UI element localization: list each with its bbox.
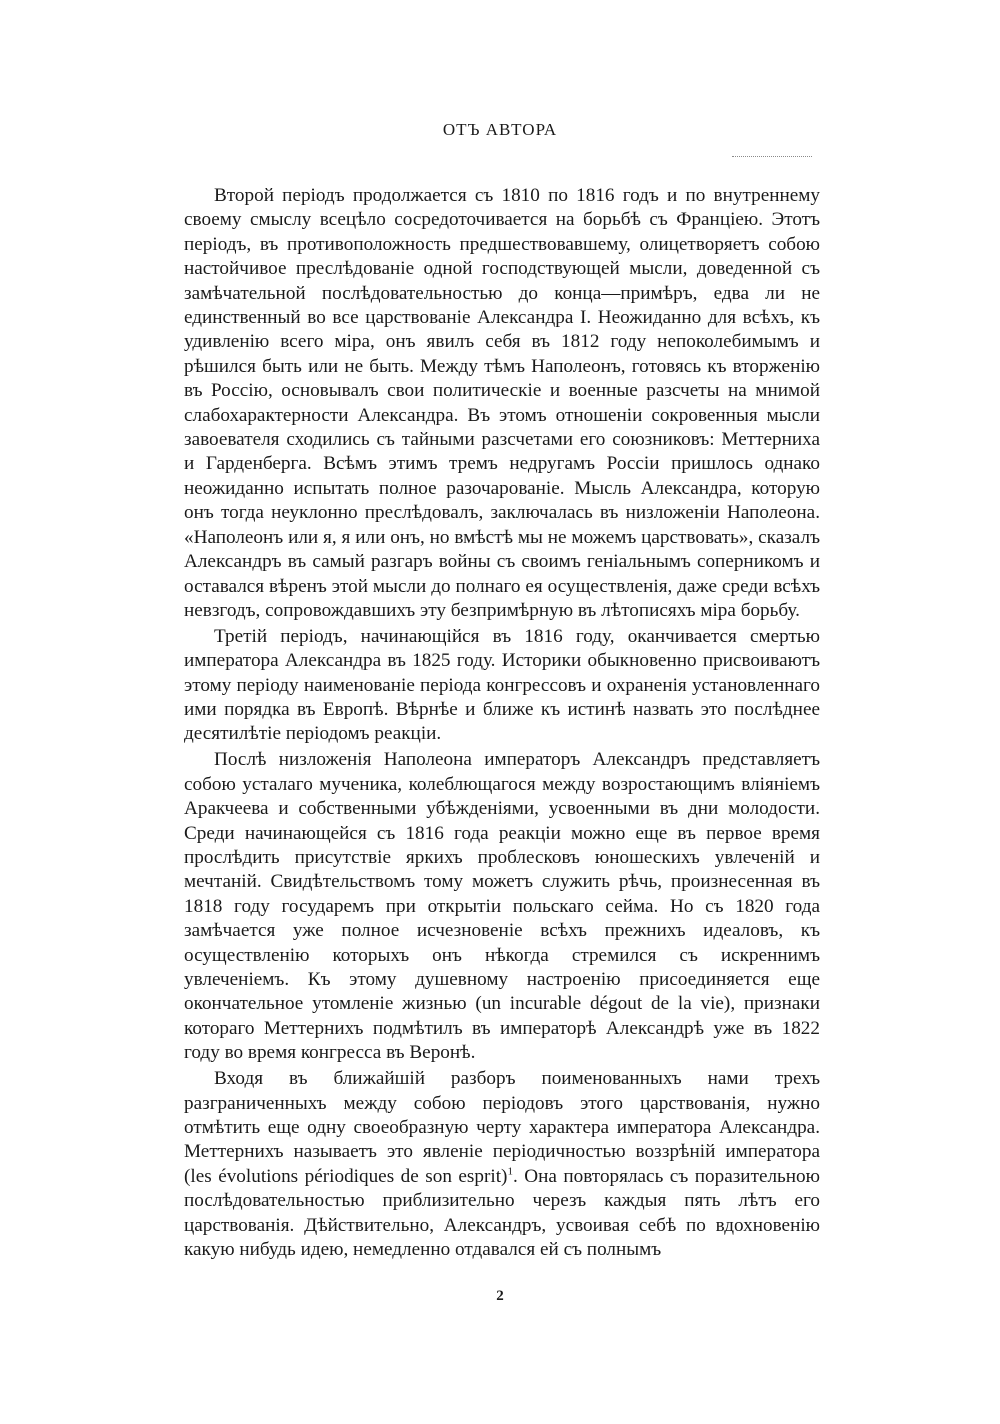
footnote-marker: 1 [507,1165,513,1178]
paragraph-1: Второй періодъ продолжается съ 1810 по 1816 годъ и по внутреннему своему смыслу всецѣло сосредоточивается на борьбѣ съ Франціею. Этотъ періодъ, въ противоположность предшествовавшему, олицетворяетъ собою настойчивое преслѣдованіе одной господствующей мысли, доведенной съ замѣчательной послѣдовательностью до конца—примѣръ, едва ли не единственный во все царствованіе Александра I. Неожиданно для всѣхъ, къ удивленію всего міра, онъ явилъ себя въ 1812 году непоколебимымъ и рѣшился быть или не быть. Между тѣмъ Наполеонъ, готовясь къ вторженію въ Россію, основывалъ свои политическіе и военные разсчеты на мнимой слабохарактерности Александра. Въ этомъ отношеніи сокровенныя мысли завоевателя сходились съ тайными разсчетами его союзниковъ: Меттерниха и Гарденберга. Всѣмъ этимъ тремъ недругамъ Россіи пришлось однако неожиданно испытать полное разочарованіе. Мысль Александра, которую онъ тогда неуклонно преслѣдовалъ, заключалась въ низложеніи Наполеона. «Наполеонъ или я, я или онъ, но вмѣстѣ мы не можемъ царствовать», сказалъ Александръ въ самый разгаръ войны съ своимъ геніальнымъ соперникомъ и оставался вѣренъ этой мысли до полнаго ея осуществленія, даже среди всѣхъ невзгодъ, сопровождавшихъ эту безпримѣрную въ лѣтописяхъ міра борьбу. [184,185,820,621]
paragraph-4 [184,1067,820,1262]
paragraph-4-part-2: . Она повторялась съ поразительною послѣдовательностью приблизительно черезъ каждыя пять лѣтъ его царствованія. Дѣйствительно, Александръ, усвоивая себѣ по вдохновенію какую нибудь идею, немедленно отдавался ей съ полнымъ [184,1165,820,1260]
body-text [184,184,820,1264]
paragraph-2: Третій періодъ, начинающійся въ 1816 году, оканчивается смертью императора Александра въ 1825 году. Историки обыкновенно присвоиваютъ этому періоду наименованіе періода конгрессовъ и охраненія установленнаго ими порядка въ Европѣ. Вѣрнѣе и ближе къ истинѣ назвать это послѣднее десятилѣтіе періодомъ реакціи. [184,625,820,745]
page-heading: ОТЪ АВТОРА [442,120,558,139]
paragraph-3: Послѣ низложенія Наполеона императоръ Александръ представляетъ собою усталаго мученика, колеблющагося между возростающимъ вліяніемъ Аракчеева и собственными убѣжденіями, усвоенными въ дни молодости. Среди начинающейся съ 1816 года реакціи можно еще въ первое время прослѣдить присутствіе яркихъ проблесковъ юношескихъ увлеченій и мечтаній. Свидѣтельствомъ тому можетъ служить рѣчь, произнесенная въ 1818 году государемъ при открытіи польскаго сейма. Но съ 1820 года замѣчается уже полное исчезновеніе всѣхъ прежнихъ идеаловъ, къ осуществленію которыхъ онъ нѣкогда стремился съ искреннимъ увлеченіемъ. Къ этому душевному настроенію присоединяется еще окончательное утомленіе жизнью (un incurable dégout de la vie), признаки котораго Меттернихъ подмѣтилъ въ императорѣ Александрѣ уже въ 1822 году во время конгресса въ Веронѣ. [184,749,820,1064]
paragraph-4-part-1: Входя въ ближайшій разборъ поименованныхъ нами трехъ разграниченныхъ между собою періодовъ этого царствованія, нужно отмѣтить еще одну своеобразную черту характера императора Александра. Меттернихъ называетъ это явленіе періодичностью воззрѣній императора (les évolutions périodiques de son esprit) [184,1068,820,1187]
page-number: 2 [496,1288,504,1304]
decorative-rule [732,156,812,157]
